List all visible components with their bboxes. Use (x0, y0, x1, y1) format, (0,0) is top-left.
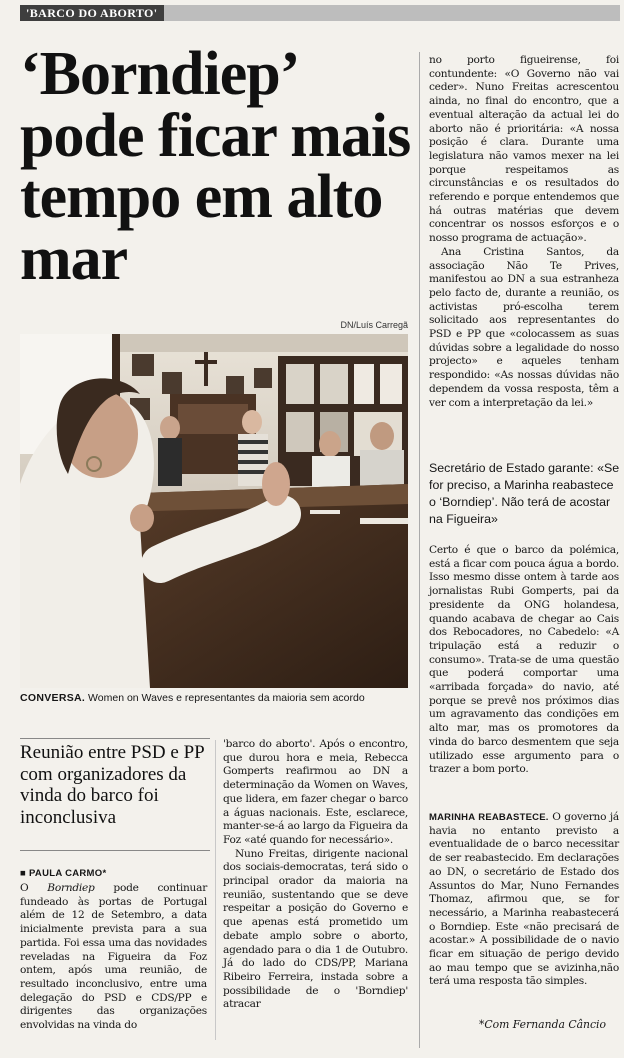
col3-runin-label: MARINHA REABASTECE. (429, 812, 549, 823)
caption-text: Women on Waves e representantes da maioria sem acordo (85, 692, 365, 704)
lead-summary: Reunião entre PSD e PP com organizadores da vinda do barco foi inconclusiva (20, 742, 205, 828)
co-author-signature: *Com Fernanda Câncio (478, 1018, 606, 1031)
column-3-bottom (429, 811, 619, 989)
meeting-photo (20, 334, 408, 688)
subheading: Secretário de Estado garante: «Se for preciso, a Marinha reabastece o ‘Borndiep’. Não terá de acostar na Figueira» (429, 461, 620, 526)
col2-paragraph-2: Nuno Freitas, dirigente nacional dos sociais-democratas, terá sido o principal orador da maioria na reunião, sustentando que se deve respeitar a posição do Governo e que apenas está prometido um debate amplo sobre o aborto, agendado para o dia 1 de Outubro. Já do lado do CDS/PP, Mariana Ribeiro Ferreira, instada sobre a possibilidade de o 'Borndiep' atracar (223, 847, 408, 1011)
col1-text: pode continuar fundeado às portas de Portugal além de 12 de Setembro, a data inicialmente prevista para a sua partida. Foi essa uma das novidades reveladas na Figueira da Foz ontem, após uma reunião, de resultado inconclusivo, entre uma delegação do PSD e CDS/PP e dirigentes das organizações envolvidas na vinda do (20, 882, 208, 1032)
photo-credit: DN/Luís Carregã (340, 320, 408, 330)
column-2 (223, 738, 408, 1012)
column-3-top (429, 54, 619, 410)
col1-prefix: O (20, 882, 48, 894)
col3-paragraph-4-text: O governo já havia no entanto previsto a eventualidade de o barco necessitar de ser reabastecido. Em declarações ao DN, o secretário de Estado dos Assuntos do Mar, Nuno Fernandes Thomaz, afirmou que, se for necessário, a Marinha reabastecerá o Borndiep. Este «não precisará de acostar.» A possibilidade de o navio ficar em situação de perigo devido ao mau tempo que se avizinha,não terá uma resposta tão simples. (429, 811, 619, 988)
meeting-photo-illustration (20, 334, 408, 688)
col3-paragraph-3: Certo é que o barco da polémica, está a ficar com pouca água a bordo. Isso mesmo disse ontem à tarde aos jornalistas Rubi Gomperts, pai da presidente da ONG holandesa, quando acabava de chegar ao Cais dos Rebocadores, no Cabedelo: «A tripulação está a reduzir o consumo». Trata-se de uma questão que poderá comportar uma «arribada forçada» do navio, até porque se prevê nos próximos dias um agravamento das condições em alto mar, mas os promotores da vinda do barco desmentem que seja utilizado esse argumento para o trazer a bom porto. (429, 544, 619, 776)
col3-paragraph-2: Ana Cristina Santos, da associação Não Te Prives, manifestou ao DN a sua estranheza pelo facto de, durante a reunião, os activistas pró-escolha terem solicitado aos representantes do PSD e PP que «colocassem as suas dúvidas sobre a legalidade do nosso projecto» e aqueles tenham respondido: «As nossas dúvidas não dependem da vossa resposta, têm a ver com a interpretação da lei.» (429, 245, 619, 409)
col2-paragraph-1: 'barco do aborto'. Após o encontro, que durou hora e meia, Rebecca Gomperts reafirmou ao DN a determinação da Women on Waves, que lidera, em fazer chegar o barco a águas nacionais. Este, esclarece, manter-se-á ao largo da Figueira da Foz «até quando for necessário». (223, 738, 408, 846)
lead-rule-bottom (20, 850, 210, 851)
col3-paragraph-1: no porto figueirense, foi contundente: «O Governo não vai ceder». Nuno Freitas acrescentou ainda, no final do encontro, que a eventual alteração da actual lei do aborto não é prioritária: «A nossa posição é clara. Durante uma legislatura não vamos mexer na lei porque respeitamos as circunstâncias e os resultados do referendo e porque entendemos que há outras matérias que devem concentrar os nossos esforços e o nosso programa de actuação». (429, 54, 619, 245)
section-label: 'BARCO DO ABORTO' (20, 5, 164, 21)
headline: ‘Borndiep’ pode ficar mais tempo em alto mar (20, 40, 411, 293)
column-1 (20, 882, 207, 1033)
lead-rule-top (20, 738, 210, 739)
author-byline: ■ PAULA CARMO* (20, 868, 107, 879)
col1-ship-name: Borndiep (47, 882, 95, 894)
photo-caption (20, 692, 420, 705)
column-divider (419, 52, 420, 1048)
col1-paragraph (20, 882, 207, 1033)
column-3-middle (429, 544, 619, 777)
column-divider-lower (215, 740, 216, 1040)
section-bar (20, 5, 620, 21)
col3-paragraph-4 (429, 811, 619, 989)
caption-label: CONVERSA. (20, 692, 86, 704)
